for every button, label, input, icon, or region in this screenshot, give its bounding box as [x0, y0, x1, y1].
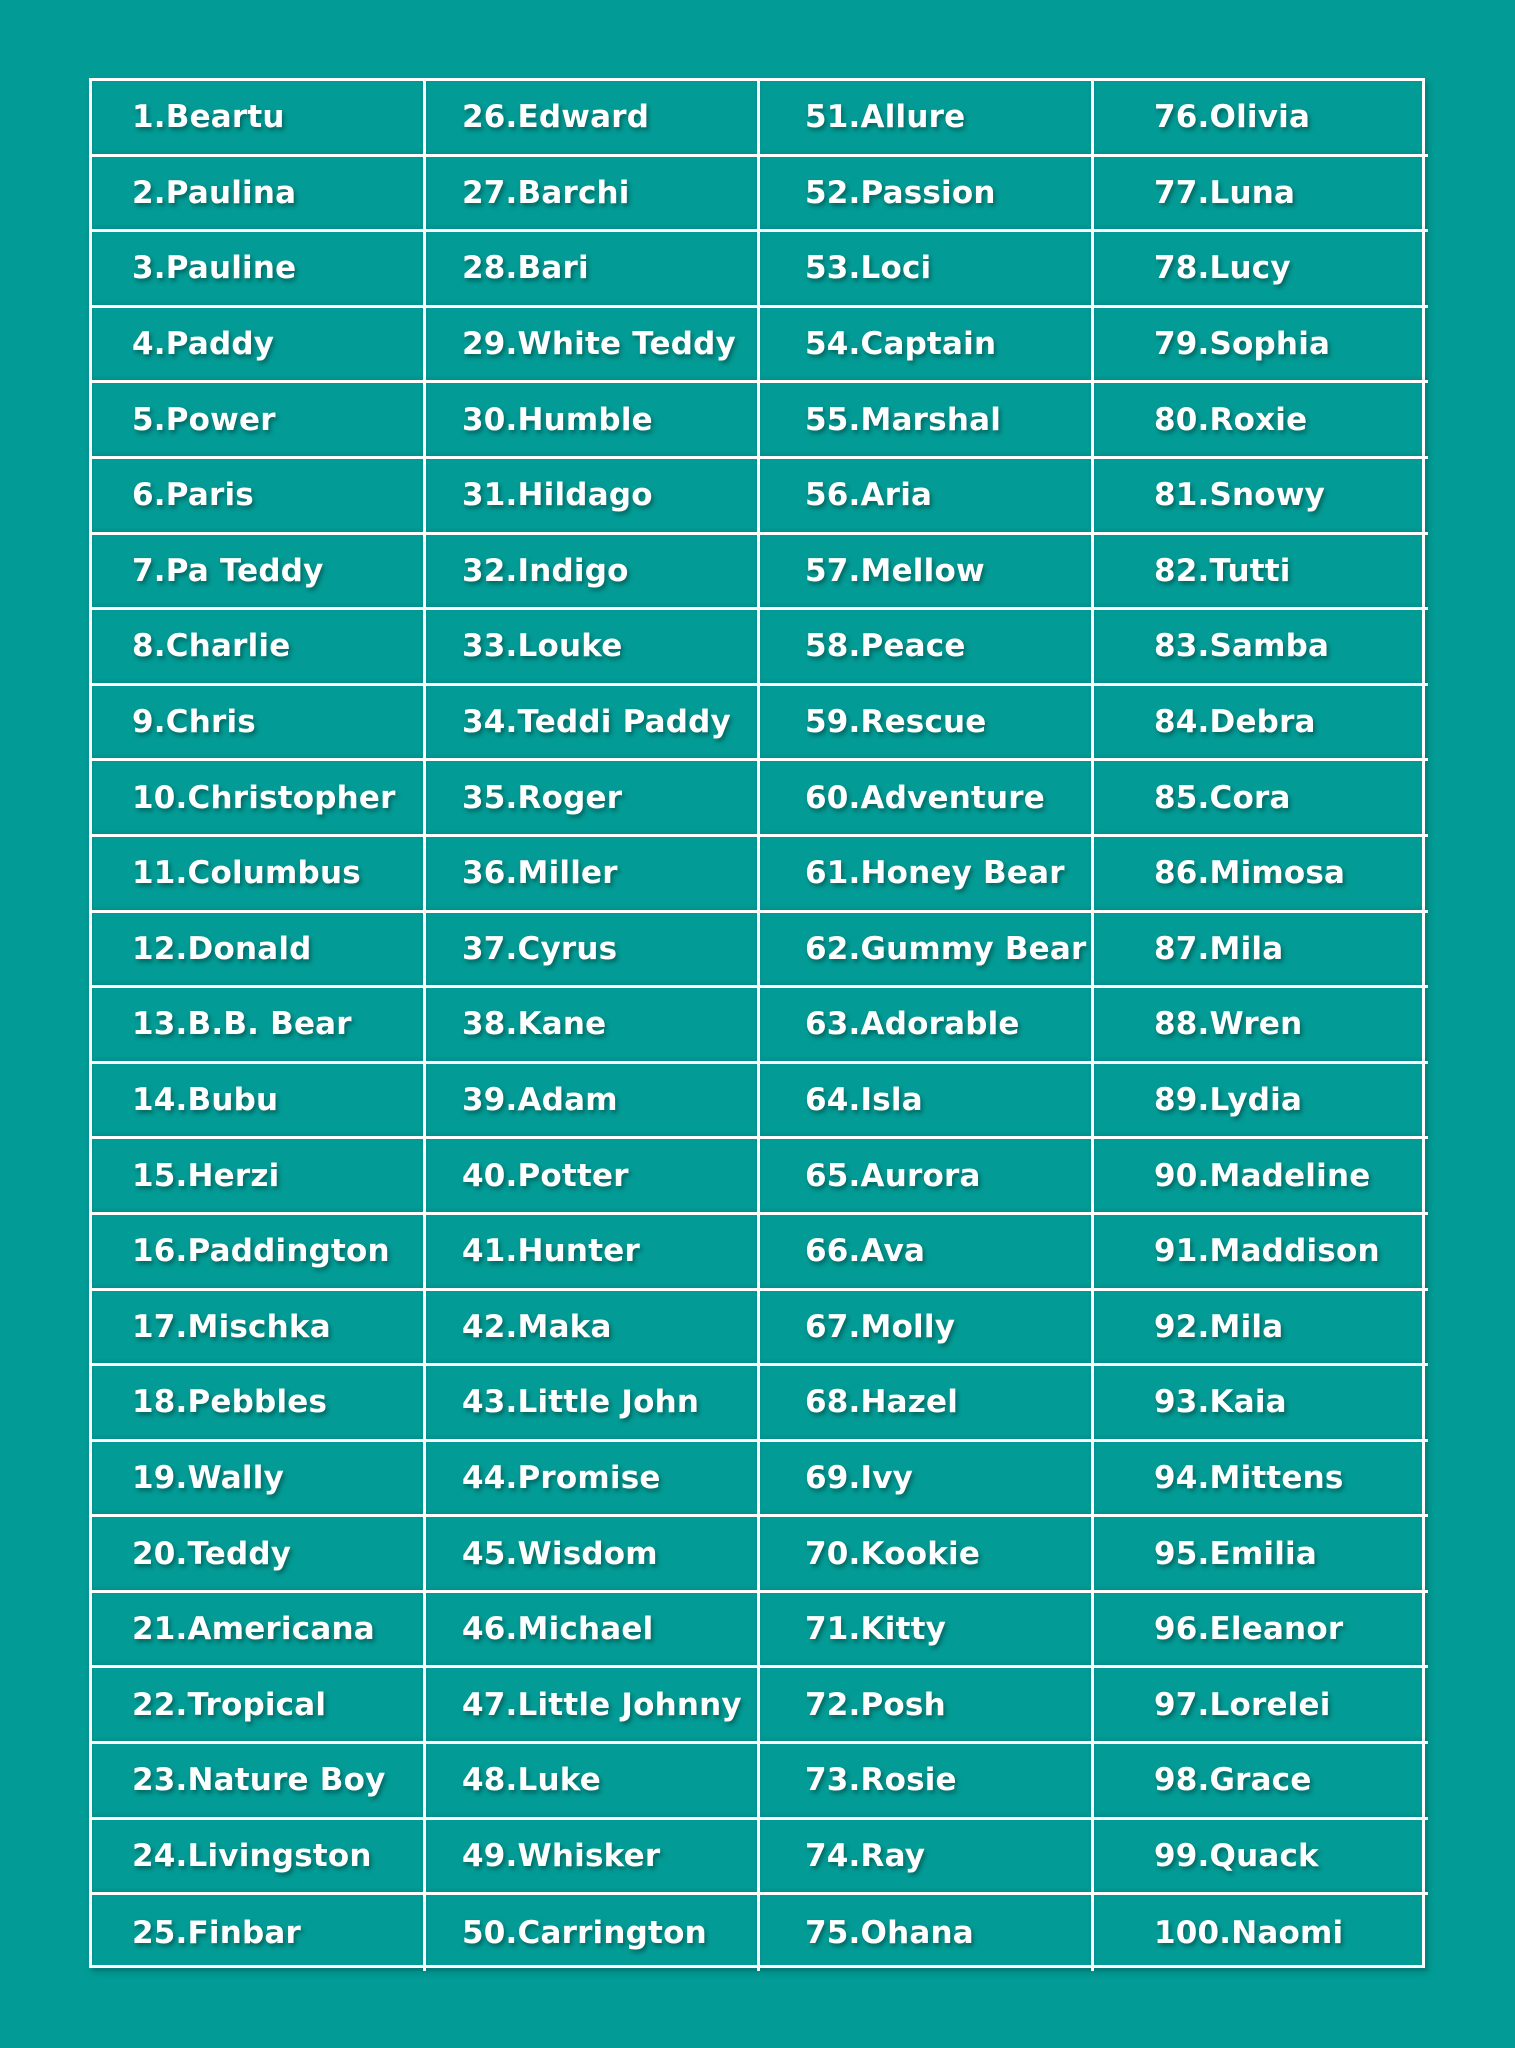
- name-cell: 35.Roger: [426, 761, 760, 837]
- name-cell: 40.Potter: [426, 1139, 760, 1215]
- name-cell: 80.Roxie: [1094, 383, 1428, 459]
- name-cell: 48.Luke: [426, 1744, 760, 1820]
- name-cell: 29.White Teddy: [426, 308, 760, 384]
- name-cell: 7.Pa Teddy: [92, 535, 426, 611]
- name-cell: 55.Marshal: [760, 383, 1094, 459]
- name-cell: 73.Rosie: [760, 1744, 1094, 1820]
- name-cell: 100.Naomi: [1094, 1895, 1428, 1971]
- name-cell: 91.Maddison: [1094, 1215, 1428, 1291]
- name-cell: 90.Madeline: [1094, 1139, 1428, 1215]
- name-cell: 67.Molly: [760, 1291, 1094, 1367]
- name-cell: 21.Americana: [92, 1593, 426, 1669]
- name-cell: 52.Passion: [760, 157, 1094, 233]
- name-cell: 93.Kaia: [1094, 1366, 1428, 1442]
- name-cell: 95.Emilia: [1094, 1517, 1428, 1593]
- name-cell: 8.Charlie: [92, 610, 426, 686]
- name-cell: 31.Hildago: [426, 459, 760, 535]
- name-cell: 64.Isla: [760, 1064, 1094, 1140]
- name-cell: 25.Finbar: [92, 1895, 426, 1971]
- name-cell: 83.Samba: [1094, 610, 1428, 686]
- name-cell: 1.Beartu: [92, 81, 426, 157]
- name-cell: 94.Mittens: [1094, 1442, 1428, 1518]
- name-cell: 65.Aurora: [760, 1139, 1094, 1215]
- name-cell: 43.Little John: [426, 1366, 760, 1442]
- name-cell: 87.Mila: [1094, 913, 1428, 989]
- name-cell: 89.Lydia: [1094, 1064, 1428, 1140]
- name-cell: 30.Humble: [426, 383, 760, 459]
- name-cell: 44.Promise: [426, 1442, 760, 1518]
- name-cell: 54.Captain: [760, 308, 1094, 384]
- name-cell: 96.Eleanor: [1094, 1593, 1428, 1669]
- name-cell: 56.Aria: [760, 459, 1094, 535]
- name-cell: 27.Barchi: [426, 157, 760, 233]
- name-cell: 50.Carrington: [426, 1895, 760, 1971]
- name-cell: 9.Chris: [92, 686, 426, 762]
- name-cell: 63.Adorable: [760, 988, 1094, 1064]
- name-cell: 15.Herzi: [92, 1139, 426, 1215]
- name-cell: 18.Pebbles: [92, 1366, 426, 1442]
- name-cell: 11.Columbus: [92, 837, 426, 913]
- name-cell: 76.Olivia: [1094, 81, 1428, 157]
- name-cell: 98.Grace: [1094, 1744, 1428, 1820]
- name-cell: 78.Lucy: [1094, 232, 1428, 308]
- name-cell: 99.Quack: [1094, 1820, 1428, 1896]
- name-cell: 26.Edward: [426, 81, 760, 157]
- name-cell: 68.Hazel: [760, 1366, 1094, 1442]
- name-cell: 3.Pauline: [92, 232, 426, 308]
- name-cell: 71.Kitty: [760, 1593, 1094, 1669]
- names-table: [89, 78, 1425, 1968]
- name-cell: 12.Donald: [92, 913, 426, 989]
- name-cell: 85.Cora: [1094, 761, 1428, 837]
- name-cell: 70.Kookie: [760, 1517, 1094, 1593]
- name-cell: 38.Kane: [426, 988, 760, 1064]
- name-cell: 28.Bari: [426, 232, 760, 308]
- name-cell: 2.Paulina: [92, 157, 426, 233]
- name-cell: 53.Loci: [760, 232, 1094, 308]
- name-cell: 24.Livingston: [92, 1820, 426, 1896]
- name-cell: 14.Bubu: [92, 1064, 426, 1140]
- name-cell: 34.Teddi Paddy: [426, 686, 760, 762]
- name-cell: 19.Wally: [92, 1442, 426, 1518]
- name-cell: 10.Christopher: [92, 761, 426, 837]
- name-cell: 81.Snowy: [1094, 459, 1428, 535]
- name-cell: 33.Louke: [426, 610, 760, 686]
- name-cell: 5.Power: [92, 383, 426, 459]
- name-cell: 20.Teddy: [92, 1517, 426, 1593]
- name-cell: 39.Adam: [426, 1064, 760, 1140]
- name-cell: 72.Posh: [760, 1668, 1094, 1744]
- name-cell: 79.Sophia: [1094, 308, 1428, 384]
- name-cell: 75.Ohana: [760, 1895, 1094, 1971]
- name-cell: 57.Mellow: [760, 535, 1094, 611]
- name-cell: 23.Nature Boy: [92, 1744, 426, 1820]
- name-cell: 37.Cyrus: [426, 913, 760, 989]
- name-cell: 47.Little Johnny: [426, 1668, 760, 1744]
- name-cell: 82.Tutti: [1094, 535, 1428, 611]
- name-cell: 84.Debra: [1094, 686, 1428, 762]
- name-cell: 61.Honey Bear: [760, 837, 1094, 913]
- name-cell: 62.Gummy Bear: [760, 913, 1094, 989]
- name-cell: 60.Adventure: [760, 761, 1094, 837]
- name-cell: 59.Rescue: [760, 686, 1094, 762]
- name-cell: 17.Mischka: [92, 1291, 426, 1367]
- name-cell: 74.Ray: [760, 1820, 1094, 1896]
- name-cell: 97.Lorelei: [1094, 1668, 1428, 1744]
- name-cell: 66.Ava: [760, 1215, 1094, 1291]
- name-cell: 32.Indigo: [426, 535, 760, 611]
- name-cell: 51.Allure: [760, 81, 1094, 157]
- name-cell: 41.Hunter: [426, 1215, 760, 1291]
- name-cell: 58.Peace: [760, 610, 1094, 686]
- name-cell: 45.Wisdom: [426, 1517, 760, 1593]
- name-cell: 16.Paddington: [92, 1215, 426, 1291]
- name-cell: 22.Tropical: [92, 1668, 426, 1744]
- name-cell: 13.B.B. Bear: [92, 988, 426, 1064]
- name-cell: 46.Michael: [426, 1593, 760, 1669]
- name-cell: 86.Mimosa: [1094, 837, 1428, 913]
- name-cell: 69.Ivy: [760, 1442, 1094, 1518]
- name-cell: 88.Wren: [1094, 988, 1428, 1064]
- name-cell: 6.Paris: [92, 459, 426, 535]
- name-cell: 4.Paddy: [92, 308, 426, 384]
- name-cell: 36.Miller: [426, 837, 760, 913]
- name-cell: 42.Maka: [426, 1291, 760, 1367]
- name-cell: 92.Mila: [1094, 1291, 1428, 1367]
- name-cell: 49.Whisker: [426, 1820, 760, 1896]
- name-cell: 77.Luna: [1094, 157, 1428, 233]
